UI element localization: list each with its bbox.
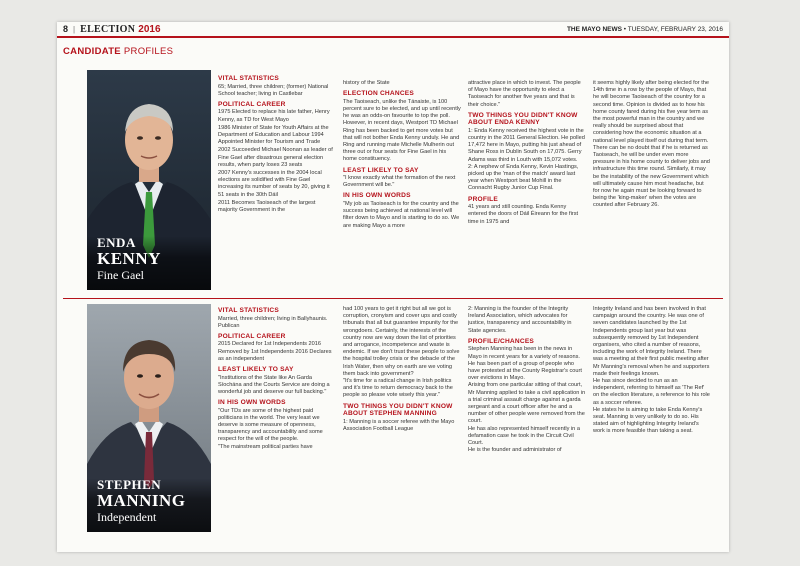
body-text: "Institutions of the State like An Garda Síochána and the Courts Service are doing a wonderful job and deserve our full backing." xyxy=(218,374,330,395)
body-text: "Our TDs are some of the highest paid politicians in the world. The very least we deserve is some measure of openness, transparency and accountability and some respect for the will of the people. "The mainstream political parties have xyxy=(218,407,323,450)
section-heading: VITAL STATISTICS xyxy=(218,307,279,314)
page-number: 8 xyxy=(63,24,69,34)
section-heading: PROFILE xyxy=(468,195,498,203)
manning-col-3 xyxy=(468,306,586,540)
manning-col-2 xyxy=(343,306,461,540)
section-heading: LEAST LIKELY TO SAY xyxy=(218,366,294,374)
body-text: 1: Manning is a soccer referee with the Mayo Association Football League xyxy=(343,418,455,432)
body-text: 2: Manning is the founder of the Integrity Ireland Association, which advocates for justice, transparency and accountability in State agencies. xyxy=(468,306,572,334)
body-text: attractive place in which to invest. The people of Mayo have the opportunity to elect a Taoiseach for another five years and that is their choice." xyxy=(468,80,581,108)
candidate-party: Independent xyxy=(97,510,157,524)
manning-col-1 xyxy=(218,304,336,540)
paper-date: TUESDAY, FEBRUARY 23, 2016 xyxy=(627,25,723,33)
candidate-profiles-title xyxy=(63,46,173,57)
body-text: Integrity Ireland and has been involved in that campaign around the country. He was one of seven candidates launched by the 1st Independents group last year but was subsequently removed by 1st Independent organisers, who cited a number of reasons, including the work of Integrity Ireland. There was a meeting at their first public meeting after Mr Manning's removal when he and supporters made their feelings known. He has since decided to run as an independent, referring to himself as 'The Ref' on the election literature, a reference to his role as a soccer referee. He states he is aiming to take Enda Kenny's seat. Manning is very unlikely to do so. His stated aim of highlighting Integrity Ireland's work is more feasible than taking a seat. xyxy=(593,306,710,435)
section-heading: POLITICAL CAREER xyxy=(218,100,286,108)
kenny-col-1 xyxy=(218,72,336,295)
body-text: "I know exactly what the formation of the next Government will be." xyxy=(343,175,456,189)
manning-col-4 xyxy=(593,306,711,540)
kenny-col-4 xyxy=(593,80,711,295)
kenny-photo xyxy=(87,70,211,290)
newspaper-page xyxy=(57,22,729,552)
section-heading: VITAL STATISTICS xyxy=(218,75,279,82)
body-text: The Taoiseach, unlike the Tánaiste, is 100 percent sure to be elected, and up until recently he was an odds-on favourite to top the poll. However, in recent days, Westport TD Michael Ring has been backed to get more votes but that will not bother Enda Kenny unduly. He and Ring and running mate Michelle Mulherin out three out or four seats for Fine Gael in his home constituency. xyxy=(343,98,461,163)
section-heading: TWO THINGS YOU DIDN'T KNOW ABOUT ENDA KENNY xyxy=(468,111,578,127)
candidate-last-name: MANNING xyxy=(97,491,186,510)
section-heading: IN HIS OWN WORDS xyxy=(343,192,411,200)
body-text: 1: Enda Kenny received the highest vote in the country in the 2011 General Election. He polled 17,472 here in Mayo, putting his just ahead of Shane Ross in Dublin South on 17,075. Gerry Adams was third in Louth with 15,072 votes. 2: A nephew of Enda Kenny, Kevin Hastings, picked up the 'man of the match' award last year when Westport beat Mohill in the Connacht Rugby Junior Cup Final. xyxy=(468,127,585,192)
body-text: Stephen Manning has been in the news in Mayo in recent years for a variety of reasons. He has been part of a group of people who have protested at the County Registrar's court over evictions in Mayo. Arising from one particular sitting of that court, Mr Manning applied to take a civil application in a trial criminal assault charge against a garda sergeant and a court officer after he and a number of other people were removed from the court. He has also represented himself recently in a defamation case he took in the Circuit Civil Court. He is the founder and administrator of xyxy=(468,346,586,454)
body-text: 2015 Declared for 1st Independents 2016 Removed by 1st Independents 2016 Declares as an independent xyxy=(218,341,332,362)
section-heading: TWO THINGS YOU DIDN'T KNOW ABOUT STEPHEN MANNING xyxy=(343,402,453,418)
paper-masthead xyxy=(567,26,723,33)
header-bullet: • xyxy=(623,25,628,33)
header-separator: | xyxy=(73,24,76,34)
section-heading: POLITICAL CAREER xyxy=(218,332,286,340)
candidate-first-name: ENDA xyxy=(97,235,136,250)
manning-photo xyxy=(87,304,211,532)
body-text: 1975 Elected to replace his late father, Henry Kenny, as TD for West Mayo xyxy=(218,109,330,123)
body-text: 1986 Minister of State for Youth Affairs at the Department of Education and Labour 1994 Appointed Minister for Tourism and Trade xyxy=(218,124,329,146)
manning-caption xyxy=(87,478,211,532)
body-text: had 100 years to get it right but all we got is corruption, cronyism and cover ups and costly tribunals that all but guarantee impunity for the wrongdoers. Certainly, the interests of the country now are way down the list of priorities and arrogance, incompetence and waste is endemic. If we don't trust these people to solve the hospital trolley crisis or the debacle of the Irish Water, then why on earth are we voting them back into government? "It's time for a radical change in Irish politics and it's time to return democracy back to the people so please vote wisely this year." xyxy=(343,306,460,399)
subhead-bold: CANDIDATE xyxy=(63,46,121,57)
kenny-caption xyxy=(87,236,211,290)
page-header xyxy=(57,22,729,38)
body-text: 41 years and still counting. Enda Kenny entered the doors of Dáil Éireann for the first time in 1975 and xyxy=(468,204,579,225)
body-text: history of the State xyxy=(343,80,390,86)
body-text: "My job as Taoiseach is for the country and the success being achieved at national level will filter down to Mayo and is starting to do so. We are making Mayo a more xyxy=(343,200,460,229)
body-text: 65; Married, three children; (former) National School teacher; living in Castlebar xyxy=(218,83,329,97)
section-year: 2016 xyxy=(138,23,161,35)
section-heading: LEAST LIKELY TO SAY xyxy=(343,166,419,174)
body-text: 2007 Kenny's successes in the 2004 local elections are solidified with Fine Gael increasing its number of seats by 20, giving it 51 seats in the 30th Dáil xyxy=(218,170,330,198)
body-text: 2002 Succeeded Michael Noonan as leader of Fine Gael after disastrous general election results, when party loses 23 seats xyxy=(218,147,333,168)
kenny-col-2 xyxy=(343,80,461,295)
subhead-light: PROFILES xyxy=(123,46,174,57)
candidate-last-name: KENNY xyxy=(97,249,161,268)
section-heading: ELECTION CHANCES xyxy=(343,90,414,98)
kenny-col-3 xyxy=(468,80,586,295)
section-heading: PROFILE/CHANCES xyxy=(468,337,535,345)
candidate-party: Fine Gael xyxy=(97,268,144,282)
body-text: Married, three children; living in Ballyhaunis. Publican xyxy=(218,315,328,329)
section-divider xyxy=(63,298,723,299)
candidate-first-name: STEPHEN xyxy=(97,477,162,492)
section-heading: IN HIS OWN WORDS xyxy=(218,399,286,407)
section-title: ELECTION xyxy=(80,23,136,35)
body-text: it seems highly likely after being elected for the 14th time in a row by the people of Mayo, that he will become Taoiseach of the country for a second time. Opinion is divided as to how his home county fared during his five year term as the most powerful man in the country and we really should be surprised about that considering how the economic situation at a national level played itself out during that term. There can be no doubt that if he is returned as Taoiseach, he will be under even more pressure in his home county to deliver jobs and infrastructure this time round. Similarly, it may be the instability of the new Government which will ultimately cause him most headache, but for now he again must be looking forward to being the 'king-maker' when the votes are counted after February 26. xyxy=(593,80,710,209)
paper-name: THE MAYO NEWS xyxy=(566,25,622,33)
body-text: 2011 Becomes Taoiseach of the largest majority Government in the xyxy=(218,199,316,214)
